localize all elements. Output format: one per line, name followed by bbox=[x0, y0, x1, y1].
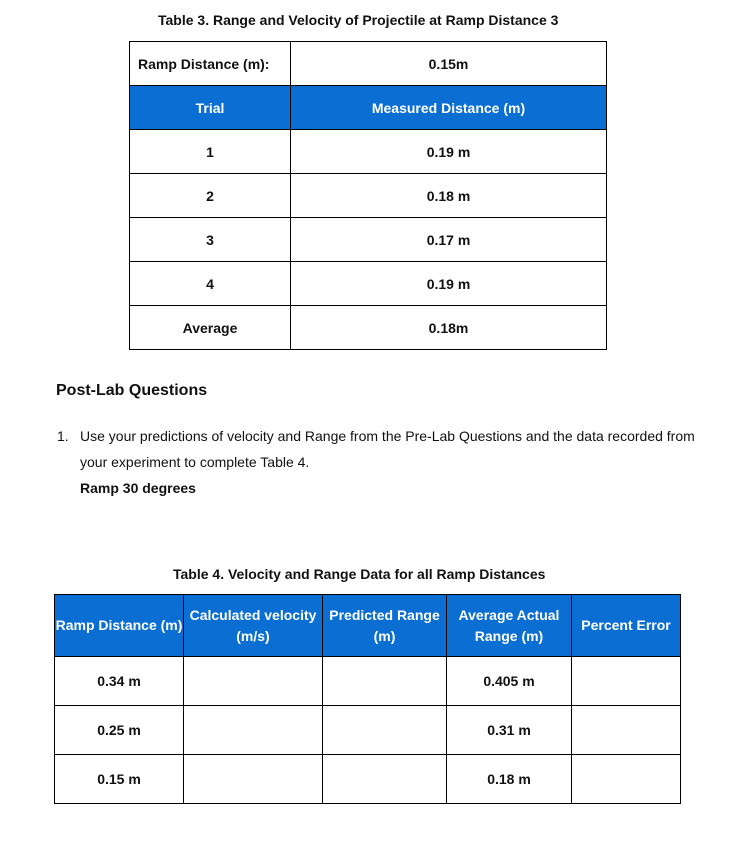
question-text: Use your predictions of velocity and Range from the Pre-Lab Questions and the data recorded from your experiment to complete Table 4. bbox=[80, 428, 695, 470]
table-row bbox=[55, 755, 681, 804]
percent-error-cell[interactable] bbox=[572, 706, 681, 755]
trial-cell: 3 bbox=[130, 218, 291, 262]
table3-header-row bbox=[130, 86, 607, 130]
table-row bbox=[55, 706, 681, 755]
trial-cell: Average bbox=[130, 306, 291, 350]
ramp-distance-cell: 0.25 m bbox=[55, 706, 184, 755]
table4-caption: Table 4. Velocity and Range Data for all Ramp Distances bbox=[173, 566, 546, 582]
distance-cell[interactable]: 0.17 m bbox=[291, 218, 607, 262]
table3-ramp-row bbox=[130, 42, 607, 86]
table-row bbox=[130, 174, 607, 218]
trial-cell: 1 bbox=[130, 130, 291, 174]
header-trial: Trial bbox=[130, 86, 291, 130]
trial-cell: 2 bbox=[130, 174, 291, 218]
velocity-cell[interactable] bbox=[184, 755, 323, 804]
actual-range-cell[interactable]: 0.405 m bbox=[447, 657, 572, 706]
question-number: 1. bbox=[57, 428, 69, 444]
header-calculated-velocity: Calculated velocity (m/s) bbox=[184, 595, 323, 657]
distance-cell[interactable]: 0.18 m bbox=[291, 174, 607, 218]
question-ramp-note: Ramp 30 degrees bbox=[80, 480, 196, 496]
table-row bbox=[130, 218, 607, 262]
table4-header-row bbox=[55, 595, 681, 657]
ramp-distance-label: Ramp Distance (m): bbox=[130, 42, 291, 86]
ramp-distance-cell: 0.34 m bbox=[55, 657, 184, 706]
header-predicted-range: Predicted Range (m) bbox=[323, 595, 447, 657]
header-average-actual-range: Average Actual Range (m) bbox=[447, 595, 572, 657]
ramp-distance-cell: 0.15 m bbox=[55, 755, 184, 804]
percent-error-cell[interactable] bbox=[572, 755, 681, 804]
velocity-cell[interactable] bbox=[184, 657, 323, 706]
actual-range-cell[interactable]: 0.18 m bbox=[447, 755, 572, 804]
question-1 bbox=[57, 423, 697, 501]
table4 bbox=[54, 594, 681, 804]
actual-range-cell[interactable]: 0.31 m bbox=[447, 706, 572, 755]
header-percent-error: Percent Error bbox=[572, 595, 681, 657]
velocity-cell[interactable] bbox=[184, 706, 323, 755]
ramp-distance-value[interactable]: 0.15m bbox=[291, 42, 607, 86]
header-ramp-distance: Ramp Distance (m) bbox=[55, 595, 184, 657]
distance-cell[interactable]: 0.19 m bbox=[291, 130, 607, 174]
table-row bbox=[130, 262, 607, 306]
table-row bbox=[55, 657, 681, 706]
percent-error-cell[interactable] bbox=[572, 657, 681, 706]
table3 bbox=[129, 41, 607, 350]
postlab-title: Post-Lab Questions bbox=[56, 382, 208, 399]
distance-cell[interactable]: 0.19 m bbox=[291, 262, 607, 306]
table-row bbox=[130, 130, 607, 174]
trial-cell: 4 bbox=[130, 262, 291, 306]
distance-cell[interactable]: 0.18m bbox=[291, 306, 607, 350]
header-measured-distance: Measured Distance (m) bbox=[291, 86, 607, 130]
predicted-range-cell[interactable] bbox=[323, 657, 447, 706]
table-row-average bbox=[130, 306, 607, 350]
table3-caption: Table 3. Range and Velocity of Projectile at Ramp Distance 3 bbox=[158, 12, 559, 28]
predicted-range-cell[interactable] bbox=[323, 706, 447, 755]
predicted-range-cell[interactable] bbox=[323, 755, 447, 804]
